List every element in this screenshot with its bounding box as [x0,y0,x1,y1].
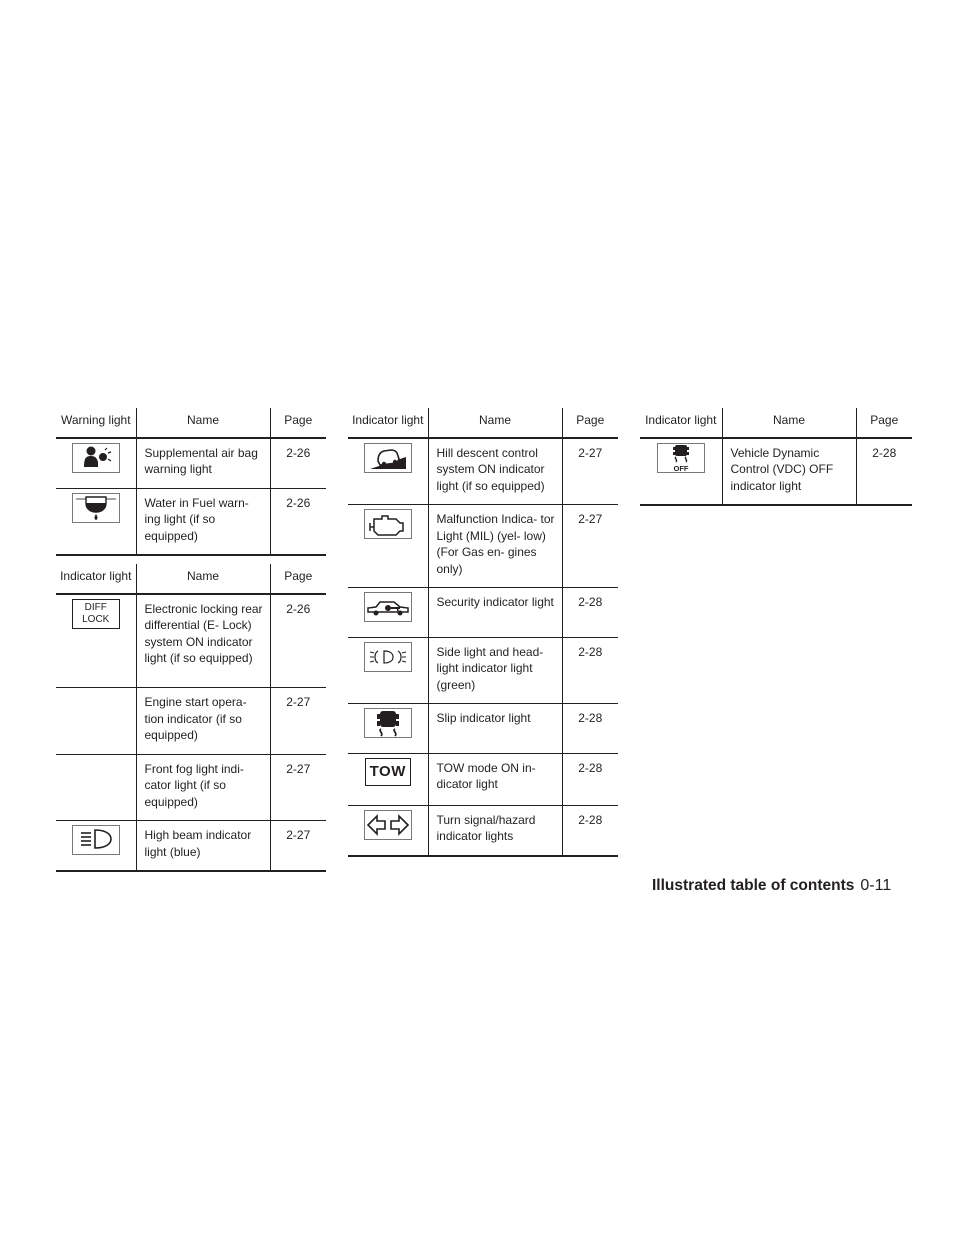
table-row [56,438,326,489]
row-page: 2-28 [562,753,618,805]
table-row [348,805,618,856]
row-page: 2-27 [270,754,326,821]
header-page: Page [270,408,326,438]
footer-page-number: 0-11 [860,877,892,894]
row-name: Slip indicator light [428,704,562,754]
row-page: 2-27 [270,688,326,755]
row-name: Security indicator light [428,588,562,638]
vdc-off-icon-text: OFF [673,463,689,473]
high-beam-icon [72,825,120,855]
tow-icon: TOW [365,758,411,786]
row-name: Supplemental air bag warning light [136,438,270,489]
header-page: Page [856,408,912,438]
diff-lock-icon-text: LOCK [82,613,110,625]
side-head-light-icon [364,642,412,672]
security-car-icon [364,592,412,622]
row-name: Electronic locking rear differential (E- Lock) system ON indicator light (if so equipped) [136,594,270,688]
row-page: 2-28 [562,637,618,704]
row-page: 2-28 [872,445,897,460]
row-name: Water in Fuel warn- ing light (if so equipped) [136,488,270,555]
row-page: 2-26 [270,438,326,489]
header-name: Name [428,408,562,438]
row-name: Turn signal/hazard indicator lights [428,805,562,856]
table-row [348,753,618,805]
vdc-off-icon [657,443,705,473]
page-footer [652,876,924,896]
indicator-light-table-2 [348,408,618,857]
row-name: Vehicle Dynamic Control (VDC) OFF indicator light [722,438,856,506]
diff-lock-icon-text: DIFF [84,601,107,613]
header-light: Warning light [56,408,136,438]
warning-light-table [56,408,326,556]
row-name: High beam indicator light (blue) [136,821,270,872]
table-row [56,821,326,872]
indicator-light-table-1 [56,564,326,872]
table-row [56,754,326,821]
table-header-row [56,564,326,594]
row-name: Hill descent control system ON indicator light (if so equipped) [428,438,562,505]
row-name: TOW mode ON in- dicator light [428,753,562,805]
row-page: 2-26 [270,594,326,688]
indicator-light-table-3 [640,408,912,506]
row-page: 2-26 [286,495,311,510]
turn-signal-icon [364,810,412,840]
row-page: 2-28 [562,588,618,638]
table-row [348,704,618,754]
header-page: Page [562,408,618,438]
table-row [348,588,618,638]
row-page: 2-27 [562,505,618,588]
footer-title: Illustrated table of contents [652,877,855,894]
airbag-icon [72,443,120,473]
hill-descent-icon [364,443,412,473]
row-page: 2-28 [578,812,603,827]
header-light: Indicator light [640,408,722,438]
water-in-fuel-icon [72,493,120,523]
table-row [348,505,618,588]
table-row [348,438,618,505]
table-row [56,488,326,555]
header-page: Page [270,564,326,594]
row-name: Front fog light indi- cator light (if so equipped) [136,754,270,821]
table-row [640,438,912,506]
table-header-row [348,408,618,438]
table-row [56,594,326,688]
row-page: 2-28 [562,704,618,754]
header-name: Name [136,408,270,438]
header-name: Name [722,408,856,438]
engine-check-icon [364,509,412,539]
table-row [56,688,326,755]
header-light: Indicator light [56,564,136,594]
header-light: Indicator light [348,408,428,438]
table-row [348,637,618,704]
row-name: Engine start opera- tion indicator (if so equipped) [136,688,270,755]
header-name: Name [136,564,270,594]
row-name: Side light and head- light indicator light (green) [428,637,562,704]
slip-icon [364,708,412,738]
table-header-row [56,408,326,438]
table-header-row [640,408,912,438]
row-name: Malfunction Indica- tor Light (MIL) (yel- low) (For Gas en- gines only) [428,505,562,588]
diff-lock-icon [72,599,120,629]
row-page: 2-27 [286,828,311,842]
row-page: 2-27 [562,438,618,505]
